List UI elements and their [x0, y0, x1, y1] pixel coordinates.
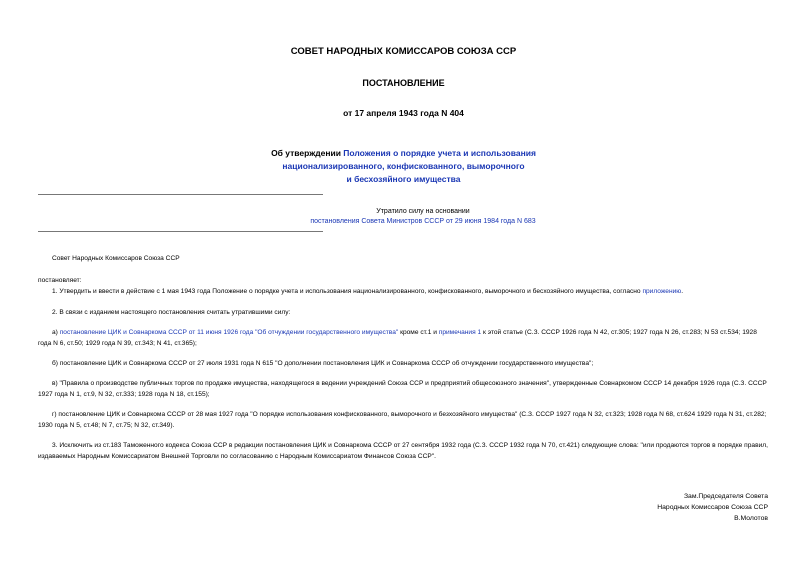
- title-prefix: Об утверждении: [271, 148, 344, 158]
- date-number-heading: от 17 апреля 1943 года N 404: [343, 108, 464, 118]
- item-2a-rest: к этой статье (С.З. СССР 1926 года N 42, ст.305; 1927 года N 26, ст.283; N 53 ст.534; 1928 года N 6, ст.50; 1929 года N 39, ст.343; N 41, ст.365);: [38, 329, 757, 347]
- signature-block: [468, 491, 768, 524]
- note-1-link[interactable]: примечания 1: [438, 329, 482, 336]
- item-2a-paragraph: [38, 327, 770, 349]
- title-link-line1[interactable]: Положения о порядке учета и использования: [343, 148, 536, 158]
- document-title: [0, 147, 807, 186]
- repeal-link[interactable]: постановления Совета Министров СССР от 29 июня 1984 года N 683: [310, 218, 536, 225]
- resolves-paragraph: постановляет:: [38, 277, 82, 284]
- authority-heading: СОВЕТ НАРОДНЫХ КОМИССАРОВ СОЮЗА ССР: [290, 46, 517, 57]
- signature-line-1: Зам.Председателя Совета: [683, 493, 768, 500]
- item-2g-paragraph: г) постановление ЦИК и Совнаркома СССР от 28 мая 1927 года "О порядке использования конфискованного, выморочного и безхозяйного имущества" (С.З. СССР 1927 года N 32, ст.323; 1928 года N 68, ст.624 1929 года N 31, ст.282; 1930 года N 5, ст.48; N 7, ст.75; N 32, ст.349).: [38, 411, 767, 429]
- item-2b-paragraph: б) постановление ЦИК и Совнаркома СССР от 27 июля 1931 года N 615 "О дополнении постановления ЦИК и Совнаркома СССР об отчуждении государственного имущества";: [52, 360, 594, 367]
- doc-type-heading: ПОСТАНОВЛЕНИЕ: [362, 78, 445, 88]
- item-1-end: .: [681, 288, 684, 295]
- item-2a-prefix: а): [52, 329, 60, 336]
- item-2a-mid: кроме ст.1 и: [398, 329, 439, 336]
- item-2c-paragraph: в) "Правила о производстве публичных торгов по продаже имущества, находящегося в ведении учреждений Союза ССР и предприятий общесоюзного значения", утвержденные Совнаркомом СССР 14 декабря 1926 года (С.З. СССР 1927 года N 1, ст.9, N 32, ст.333; 1928 года N 18, ст.155);: [38, 380, 767, 398]
- issuer-paragraph: Совет Народных Комиссаров Союза ССР: [52, 255, 180, 262]
- item-2-paragraph: 2. В связи с изданием настоящего постановления считать утратившими силу:: [52, 309, 291, 316]
- signature-line-2: Народных Комиссаров Союза ССР: [657, 504, 768, 511]
- item-1-paragraph: [38, 286, 770, 297]
- status-text: Утратило силу на основании: [376, 208, 470, 215]
- divider-bottom: [38, 231, 323, 232]
- appendix-link[interactable]: приложению: [642, 288, 682, 295]
- divider-top: [38, 194, 323, 195]
- item-3-paragraph: 3. Исключить из ст.183 Таможенного кодекса Союза ССР в редакции постановления ЦИК и Совнаркома СССР от 27 сентября 1932 года (С.З. СССР 1932 года N 70, ст.421) следующие слова: "или продаются торгов в порядке правил, издаваемых Народным Комиссариатом Внешней Торговли по согласованию с Народным Комиссариатом Финансов Союза ССР".: [38, 442, 768, 460]
- signature-line-3: В.Молотов: [734, 515, 768, 522]
- title-link-line3[interactable]: и бесхозяйного имущества: [346, 174, 461, 184]
- decree-1926-link[interactable]: постановление ЦИК и Совнаркома СССР от 11 июня 1926 года "Об отчуждении государственного имущества": [59, 329, 399, 336]
- item-1-text: 1. Утвердить и ввести в действие с 1 мая 1943 года Положение о порядке учета и использования национализированного, конфискованного, выморочного и бесхозяйного имущества, согласно: [52, 288, 643, 295]
- status-link: [38, 216, 807, 227]
- title-link-line2[interactable]: национализированного, конфискованного, выморочного: [282, 161, 525, 171]
